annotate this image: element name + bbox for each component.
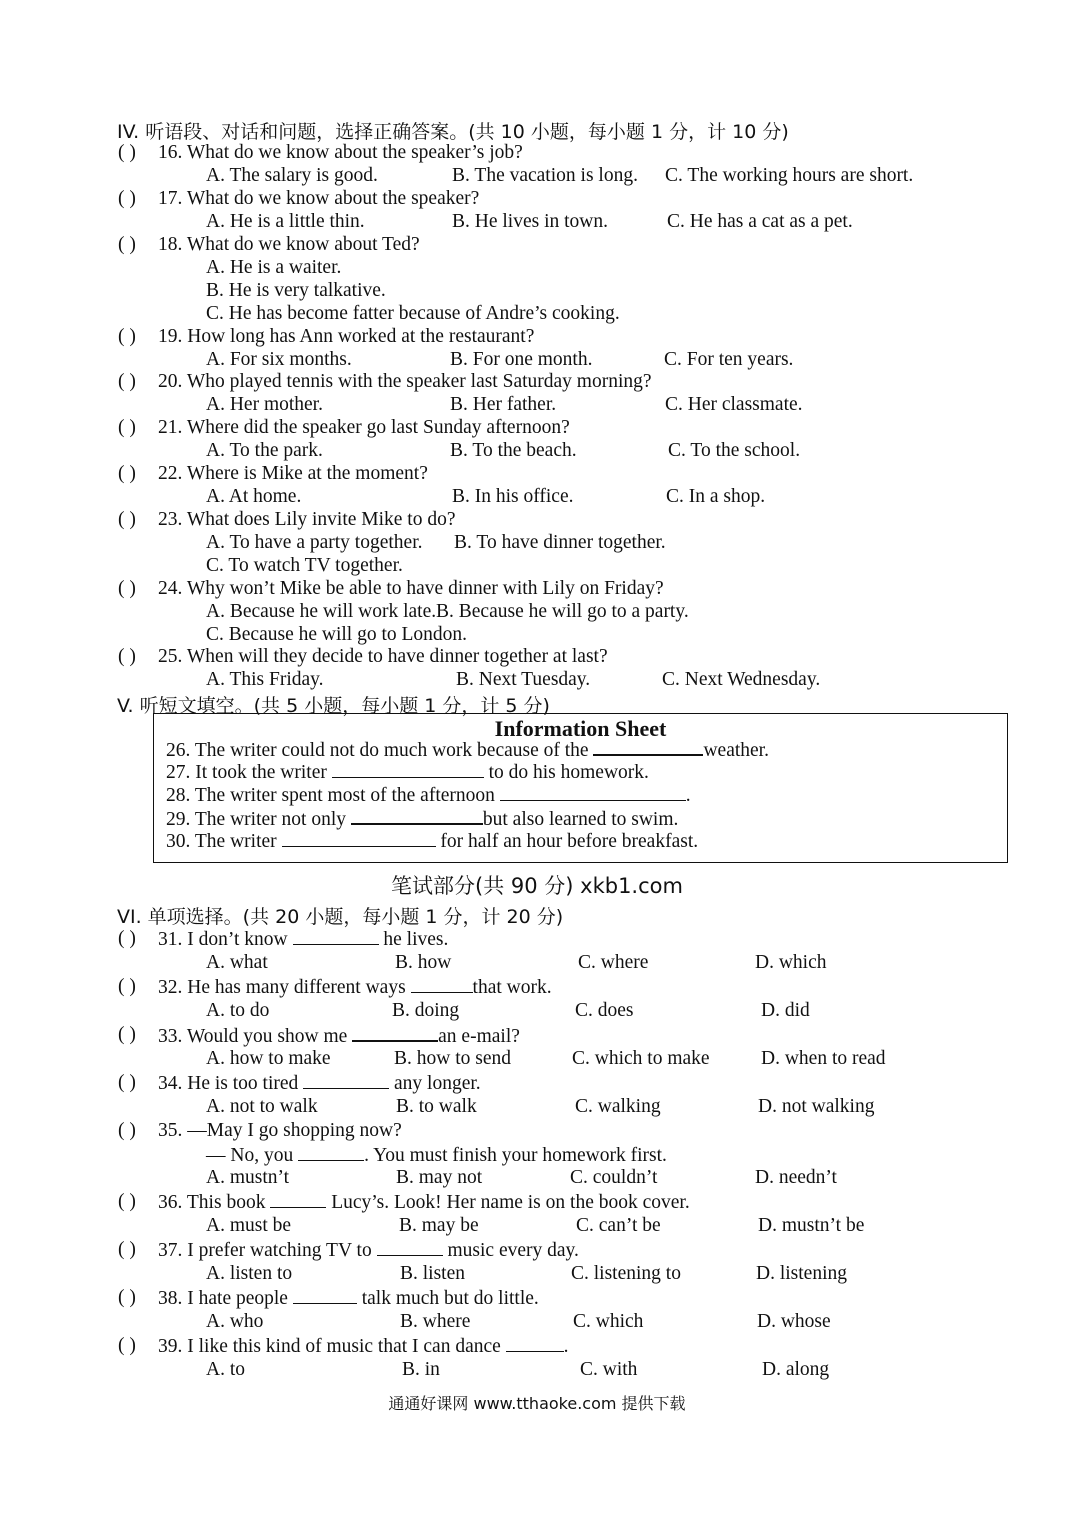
stem-text: . [563,1336,569,1357]
option-c: C. Her classmate. [665,394,803,415]
answer-parenthesis: ( ) [118,1120,136,1141]
option-d: D. along [762,1359,830,1380]
stem-text: an e-mail? [438,1026,520,1047]
option-a: A. to do [206,1000,270,1021]
fill-line-text: to do his homework. [483,762,649,783]
stem-text: music every day. [442,1240,579,1261]
question-19-stem: 19. How long has Ann worked at the restaurant? [158,326,535,347]
option-c: C. He has become fatter because of Andre’s cooking. [206,303,620,324]
fill-line-26 [166,738,769,762]
answer-blank[interactable] [506,1335,564,1352]
question-16-stem: 16. What do we know about the speaker’s job? [158,142,523,163]
stem-text: . You must finish your homework first. [364,1145,667,1166]
option-b: B. The vacation is long. [452,165,638,186]
question-20-stem: 20. Who played tennis with the speaker last Saturday morning? [158,371,652,392]
question-39-stem [158,1335,569,1358]
answer-parenthesis: ( ) [118,578,136,599]
fill-line-29 [166,807,678,831]
option-a: A. He is a little thin. [206,211,365,232]
stem-text: — No, you [206,1145,299,1166]
option-c: C. can’t be [576,1215,661,1236]
option-b: B. He lives in town. [452,211,608,232]
question-31-stem [158,928,448,951]
question-17-stem: 17. What do we know about the speaker? [158,188,480,209]
answer-parenthesis: ( ) [118,463,136,484]
answer-parenthesis: ( ) [118,646,136,667]
stem-text: 34. He is too tired [158,1073,304,1094]
question-35-reply [206,1144,667,1167]
option-d: D. not walking [758,1096,875,1117]
option-b: B. To the beach. [450,440,577,461]
option-b: B. In his office. [452,486,574,507]
option-a: A. mustn’t [206,1167,290,1188]
fill-line-text: for half an hour before breakfast. [435,831,699,852]
stem-text: 36. This book [158,1192,271,1213]
question-34-stem [158,1072,481,1095]
option-a: A. who [206,1311,264,1332]
stem-text: 39. I like this kind of music that I can dance [158,1336,506,1357]
option-a: A. The salary is good. [206,165,378,186]
answer-parenthesis: ( ) [118,1335,136,1356]
option-d: D. which [755,952,827,973]
stem-text: 33. Would you show me [158,1026,353,1047]
option-d: D. mustn’t be [758,1215,865,1236]
option-b: B. To have dinner together. [454,532,666,553]
option-c: C. which to make [572,1048,710,1069]
information-sheet-title: Information Sheet [494,716,667,741]
option-b: B. Because he will go to a party. [436,601,689,622]
written-part-heading: 笔试部分(共 90 分) xkb1.com [391,874,683,898]
answer-parenthesis: ( ) [118,1239,136,1260]
stem-text: 32. He has many different ways [158,977,411,998]
option-d: D. listening [756,1263,847,1284]
option-a: A. For six months. [206,349,352,370]
option-a: A. what [206,952,268,973]
option-c: C. For ten years. [664,349,794,370]
option-b: B. may not [396,1167,483,1188]
question-38-stem [158,1287,539,1310]
fill-line-30 [166,830,698,853]
answer-parenthesis: ( ) [118,1191,136,1212]
answer-parenthesis: ( ) [118,928,136,949]
option-d: D. needn’t [755,1167,837,1188]
option-b: B. where [400,1311,471,1332]
answer-parenthesis: ( ) [118,509,136,530]
answer-blank[interactable] [411,976,473,993]
option-c: C. walking [575,1096,661,1117]
option-a: A. Because he will work late. [206,601,437,622]
answer-parenthesis: ( ) [118,976,136,997]
option-b: B. to walk [396,1096,477,1117]
option-d: D. whose [757,1311,831,1332]
option-c: C. He has a cat as a pet. [667,211,853,232]
question-33-stem [158,1024,520,1048]
question-36-stem [158,1191,690,1214]
option-a: A. how to make [206,1048,331,1069]
question-37-stem [158,1239,579,1262]
option-a: A. must be [206,1215,292,1236]
option-b: B. doing [392,1000,460,1021]
option-a: A. not to walk [206,1096,318,1117]
stem-text: Lucy’s. Look! Her name is on the book cover. [326,1192,690,1213]
stem-text: 37. I prefer watching TV to [158,1240,377,1261]
option-a: A. to [206,1359,245,1380]
option-c: C. listening to [571,1263,681,1284]
option-c: C. Next Wednesday. [662,669,821,690]
fill-line-text: 29. The writer not only [166,809,351,830]
section-v-heading: V. 听短文填空。(共 5 小题，每小题 1 分，计 5 分) [117,695,550,717]
stem-text: 31. I don’t know [158,929,293,950]
question-21-stem: 21. Where did the speaker go last Sunday afternoon? [158,417,570,438]
fill-line-text: 27. It took the writer [166,762,332,783]
answer-blank[interactable] [293,928,379,945]
answer-blank[interactable] [352,1024,438,1042]
answer-blank[interactable] [377,1239,443,1256]
option-c: C. does [575,1000,634,1021]
option-c: C. Because he will go to London. [206,624,468,645]
answer-parenthesis: ( ) [118,371,136,392]
section-iv-heading: IV. 听语段、对话和问题，选择正确答案。(共 10 小题，每小题 1 分，计 10 分) [117,121,789,143]
option-b: B. may be [399,1215,479,1236]
option-b: B. He is very talkative. [206,280,386,301]
answer-parenthesis: ( ) [118,326,136,347]
fill-line-text: 30. The writer [166,831,282,852]
stem-text: that work. [472,977,552,998]
option-c: C. which [573,1311,644,1332]
option-c: C. To watch TV together. [206,555,403,576]
stem-text: 38. I hate people [158,1288,293,1309]
option-b: B. in [402,1359,440,1380]
stem-text: he lives. [378,929,449,950]
answer-parenthesis: ( ) [118,417,136,438]
option-a: A. listen to [206,1263,293,1284]
answer-blank[interactable] [593,738,703,756]
section-vi-heading: VI. 单项选择。(共 20 小题，每小题 1 分，计 20 分) [117,906,564,928]
option-d: D. when to read [761,1048,886,1069]
question-24-stem: 24. Why won’t Mike be able to have dinner with Lily on Friday? [158,578,664,599]
option-a: A. He is a waiter. [206,257,342,278]
answer-blank[interactable] [303,1072,389,1089]
option-c: C. with [580,1359,638,1380]
fill-line-text: 28. The writer spent most of the afternoon [166,785,500,806]
option-b: B. For one month. [450,349,593,370]
question-25-stem: 25. When will they decide to have dinner together at last? [158,646,608,667]
fill-line-text: weather. [703,740,769,761]
answer-parenthesis: ( ) [118,1024,136,1045]
option-c: C. couldn’t [570,1167,658,1188]
option-a: A. To the park. [206,440,323,461]
option-c: C. where [578,952,649,973]
option-c: C. In a shop. [666,486,766,507]
answer-blank[interactable] [332,761,484,778]
stem-text: talk much but do little. [356,1288,539,1309]
option-a: A. At home. [206,486,302,507]
answer-parenthesis: ( ) [118,142,136,163]
question-22-stem: 22. Where is Mike at the moment? [158,463,428,484]
option-b: B. Her father. [450,394,557,415]
stem-text: any longer. [389,1073,481,1094]
answer-parenthesis: ( ) [118,234,136,255]
answer-blank[interactable] [351,807,483,825]
answer-parenthesis: ( ) [118,1072,136,1093]
fill-line-text: 26. The writer could not do much work because of the [166,740,594,761]
fill-line-text: . [685,785,691,806]
answer-blank[interactable] [298,1144,364,1161]
option-a: A. To have a party together. [206,532,423,553]
fill-line-28 [166,784,691,807]
option-b: B. how [395,952,452,973]
answer-blank[interactable] [282,830,436,847]
option-d: D. did [761,1000,810,1021]
option-a: A. This Friday. [206,669,324,690]
option-c: C. The working hours are short. [665,165,914,186]
question-32-stem [158,976,552,999]
information-sheet [153,713,1008,863]
question-23-stem: 23. What does Lily invite Mike to do? [158,509,456,530]
answer-parenthesis: ( ) [118,1287,136,1308]
option-a: A. Her mother. [206,394,323,415]
fill-line-text: but also learned to swim. [482,809,679,830]
answer-blank[interactable] [270,1191,326,1208]
option-c: C. To the school. [668,440,801,461]
answer-parenthesis: ( ) [118,188,136,209]
answer-blank[interactable] [500,784,686,801]
option-b: B. Next Tuesday. [456,669,591,690]
question-35-stem: 35. —May I go shopping now? [158,1120,402,1141]
option-b: B. listen [400,1263,466,1284]
page-footer: 通通好课网 www.tthaoke.com 提供下载 [388,1394,686,1413]
fill-line-27 [166,761,649,784]
answer-blank[interactable] [293,1287,357,1304]
option-b: B. how to send [394,1048,511,1069]
question-18-stem: 18. What do we know about Ted? [158,234,420,255]
